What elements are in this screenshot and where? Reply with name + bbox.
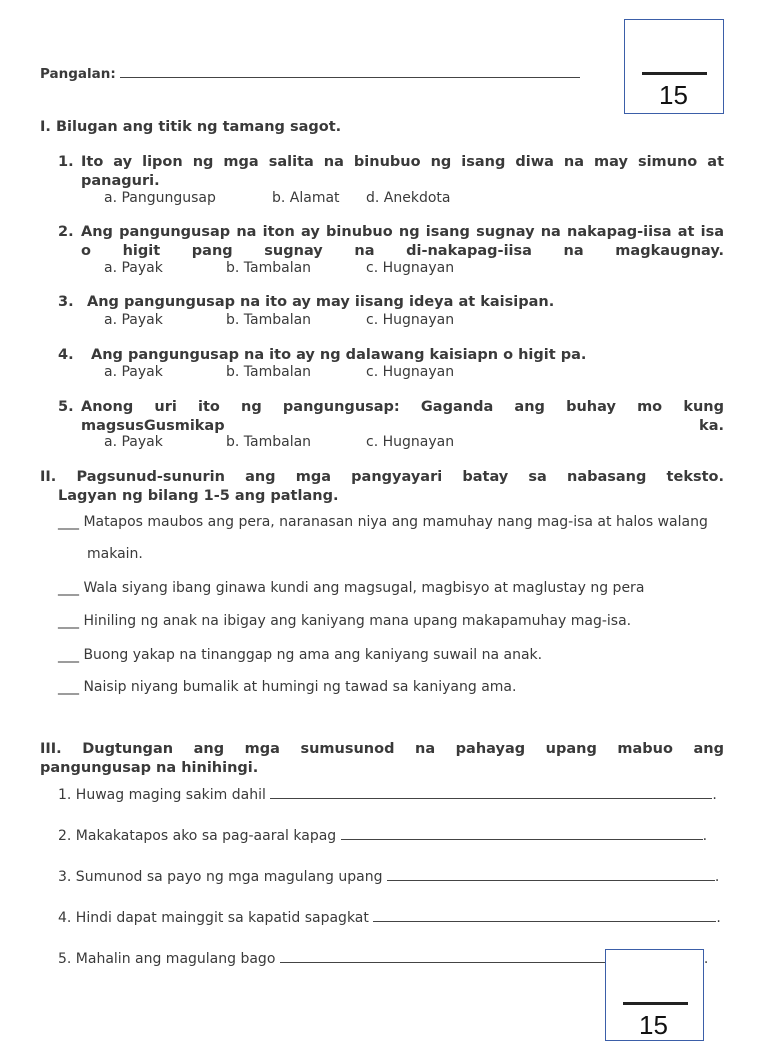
part2-title-line1: II. Pagsunud-sunurin ang mga pangyayari batay sa nabasang teksto. <box>40 469 724 485</box>
choice-a[interactable]: a. Payak <box>104 260 163 276</box>
question-text: Ang pangungusap na ito ay may iisang ideya at kaisipan. <box>87 294 555 310</box>
completion-item-1 <box>58 786 717 803</box>
question-4 <box>58 346 724 365</box>
part3-title-line2: pangungusap na hinihingi. <box>40 760 259 776</box>
sequence-item-1-continuation: makain. <box>87 546 143 562</box>
sequence-item-3 <box>58 613 631 629</box>
sequence-item-4 <box>58 647 542 663</box>
question-2 <box>58 223 724 261</box>
sequence-text: Wala siyang ibang ginawa kundi ang magsugal, magbisyo at maglustay ng pera <box>83 580 645 596</box>
choice-c[interactable]: c. Hugnayan <box>366 364 455 380</box>
end-mark: . <box>712 787 717 803</box>
question-3 <box>58 293 724 312</box>
choice-a[interactable]: a. Payak <box>104 312 163 328</box>
name-blank-line[interactable] <box>120 65 580 78</box>
part3-title-line1: III. Dugtungan ang mga sumusunod na pahayag upang mabuo ang <box>40 741 724 757</box>
choice-b[interactable]: b. Tambalan <box>226 434 312 450</box>
sequence-blank[interactable]: ___ <box>58 647 79 663</box>
sequence-item-5 <box>58 679 516 695</box>
completion-item-4 <box>58 909 721 926</box>
question-text: Ang pangungusap na ito ay ng dalawang kaisiapn o higit pa. <box>91 347 587 363</box>
part1-title: I. Bilugan ang titik ng tamang sagot. <box>40 119 342 135</box>
answer-line[interactable] <box>387 868 715 881</box>
completion-item-3 <box>58 868 719 885</box>
question-text: Ang pangungusap na iton ay binubuo ng isang sugnay na nakapag-iisa at isa o higit pang sugnay na di-nakapag-iisa na magkaugnay. <box>81 224 724 259</box>
sequence-item-1 <box>58 514 708 530</box>
question-text: Anong uri ito ng pangungusap: Gaganda ang buhay mo kung magsusGusmikap ka. <box>81 399 724 434</box>
sequence-text: Matapos maubos ang pera, naranasan niya ang mamuhay nang mag-isa at halos walang <box>83 514 708 530</box>
part2-title-line2: Lagyan ng bilang 1-5 ang patlang. <box>58 488 339 504</box>
choice-a[interactable]: a. Payak <box>104 434 163 450</box>
completion-prompt: 2. Makakatapos ako sa pag-aaral kapag <box>58 828 337 844</box>
choice-a[interactable]: a. Payak <box>104 364 163 380</box>
score-fraction-line <box>642 72 707 75</box>
name-field-row <box>40 65 580 82</box>
score-total: 15 <box>659 80 688 110</box>
sequence-text: Hiniling ng anak na ibigay ang kaniyang mana upang makapamuhay mag-isa. <box>83 613 632 629</box>
sequence-blank[interactable]: ___ <box>58 514 79 530</box>
choice-c[interactable]: c. Hugnayan <box>366 434 455 450</box>
score-box-bottom <box>605 949 704 1041</box>
completion-prompt: 3. Sumunod sa payo ng mga magulang upang <box>58 869 383 885</box>
end-mark: . <box>714 869 720 885</box>
sequence-item-2 <box>58 580 644 596</box>
name-label: Pangalan: <box>40 66 116 82</box>
completion-item-2 <box>58 827 707 844</box>
end-mark: . <box>716 910 721 926</box>
question-number: 4. <box>58 347 74 363</box>
score-box-top <box>624 19 724 114</box>
sequence-blank[interactable]: ___ <box>58 679 79 695</box>
choice-c[interactable]: c. Hugnayan <box>366 312 455 328</box>
completion-prompt: 4. Hindi dapat mainggit sa kapatid sapagkat <box>58 910 369 926</box>
sequence-text: Buong yakap na tinanggap ng ama ang kaniyang suwail na anak. <box>83 647 543 663</box>
choice-b[interactable]: b. Tambalan <box>226 312 312 328</box>
answer-line[interactable] <box>373 909 716 922</box>
choice-b[interactable]: b. Tambalan <box>226 364 312 380</box>
question-number: 2. <box>58 224 74 240</box>
choice-a[interactable]: a. Pangungusap <box>104 190 216 206</box>
question-number: 3. <box>58 294 74 310</box>
score-total: 15 <box>639 1010 668 1040</box>
question-text: Ito ay lipon ng mga salita na binubuo ng isang diwa na may simuno at panaguri. <box>81 154 724 189</box>
answer-line[interactable] <box>341 827 703 840</box>
end-mark: . <box>703 951 709 967</box>
question-1 <box>58 153 724 191</box>
end-mark: . <box>702 828 708 844</box>
completion-prompt: 1. Huwag maging sakim dahil <box>58 787 266 803</box>
score-fraction-line <box>623 1002 688 1005</box>
completion-prompt: 5. Mahalin ang magulang bago <box>58 951 276 967</box>
choice-b[interactable]: b. Alamat <box>272 190 340 206</box>
choice-c[interactable]: c. Hugnayan <box>366 260 455 276</box>
sequence-blank[interactable]: ___ <box>58 613 79 629</box>
question-number: 5. <box>58 399 74 415</box>
choice-b[interactable]: b. Tambalan <box>226 260 312 276</box>
question-number: 1. <box>58 154 74 170</box>
choice-d[interactable]: d. Anekdota <box>366 190 451 206</box>
question-5 <box>58 398 724 436</box>
sequence-blank[interactable]: ___ <box>58 580 79 596</box>
sequence-text: Naisip niyang bumalik at humingi ng tawad sa kaniyang ama. <box>83 679 517 695</box>
answer-line[interactable] <box>270 786 712 799</box>
